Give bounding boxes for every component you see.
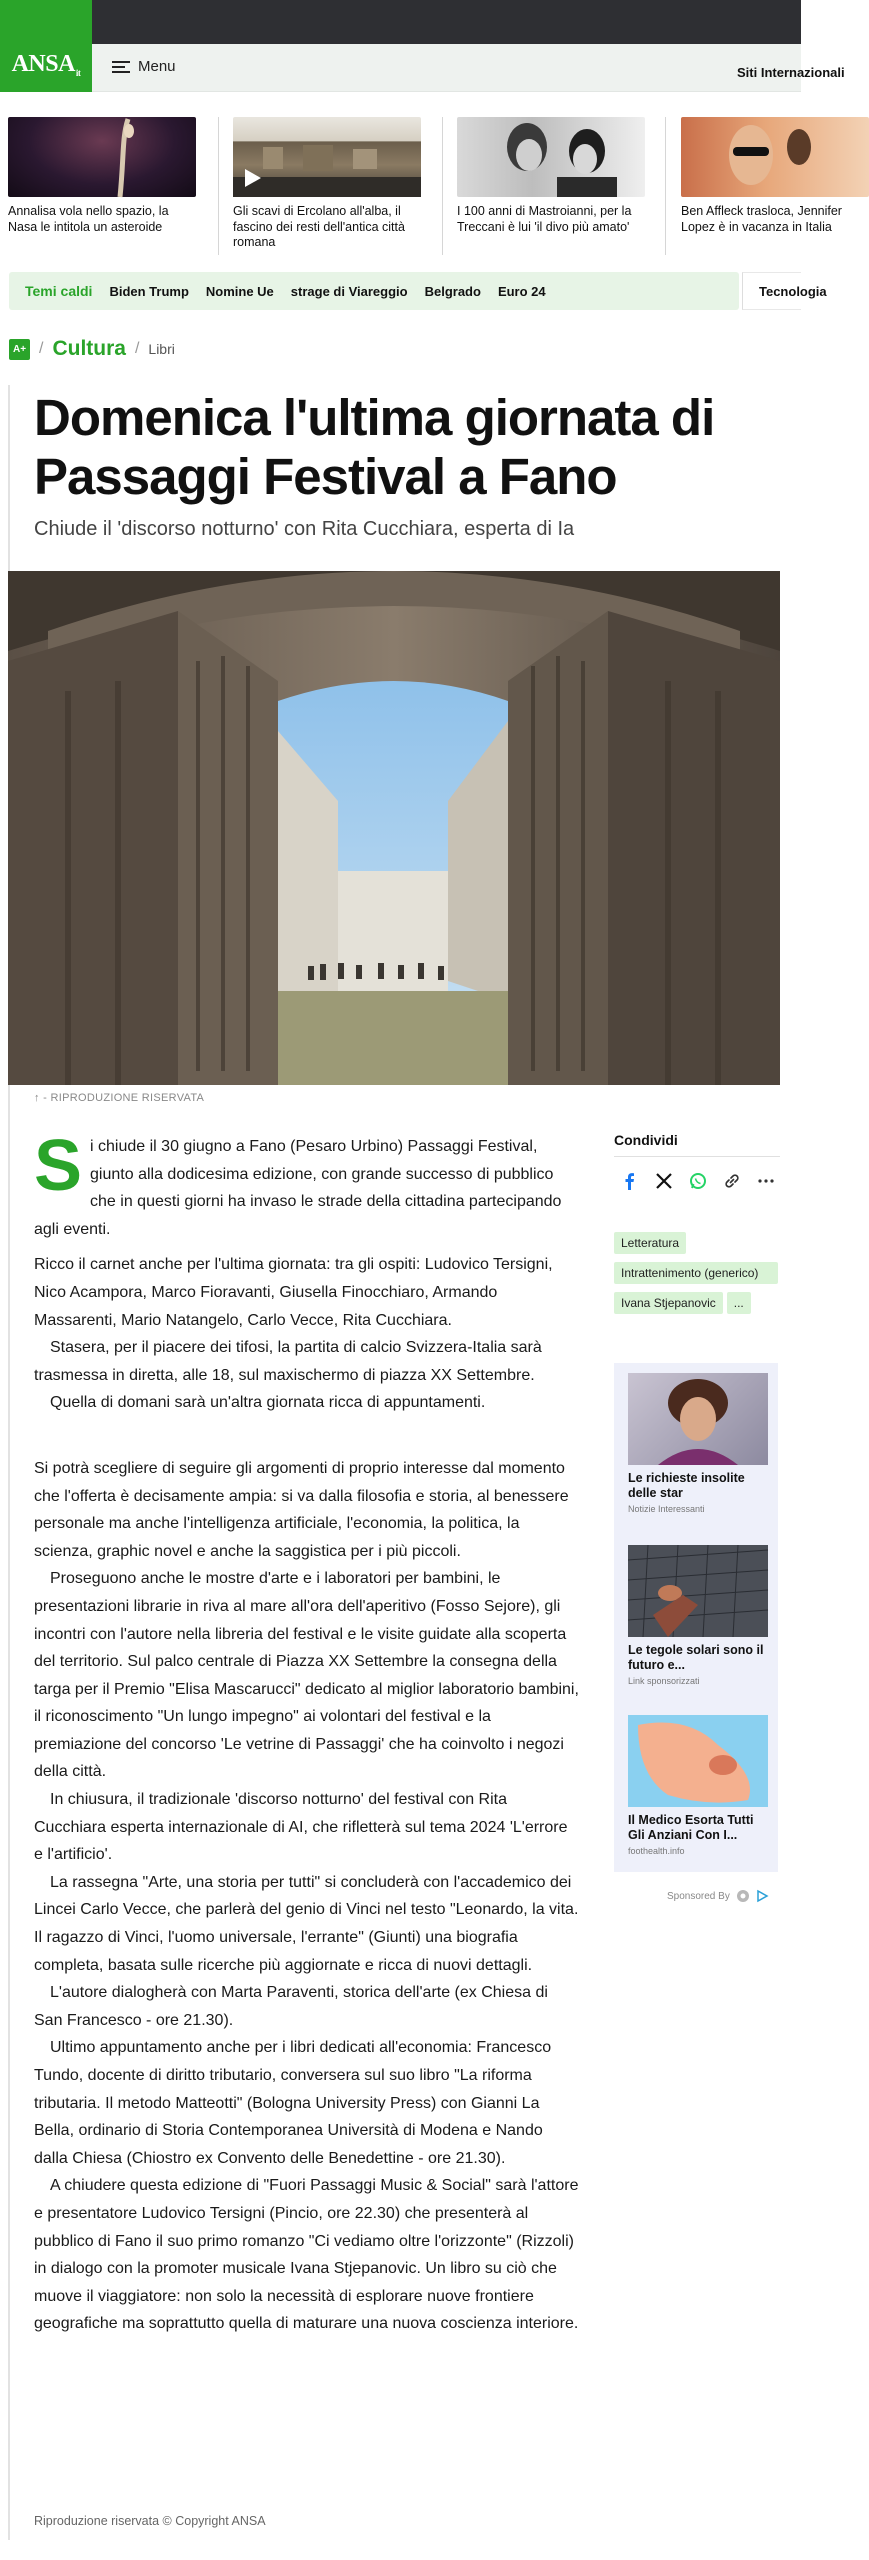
sponsored-panel [614,1363,778,1872]
tag-chip[interactable]: Letteratura [614,1232,686,1254]
sponsor-logo-icon [736,1889,750,1903]
hot-topic-link[interactable]: Belgrado [424,283,481,299]
story-thumbnail [681,117,869,197]
logo-mark: it [75,68,81,78]
logo-text: ANSA [11,51,75,77]
more-icon[interactable] [756,1171,776,1191]
article-paragraph: La rassegna "Arte, una storia per tutti" si concluderà con l'accademico dei Lincei Carlo Vecce, che parlerà del genio di Vinci nel testo "Leonardo, la vita. Il ragazzo di Vinci, l'uomo universale, l'errante" (Giunti) una biografia completa, basata sulle ricerche più aggiornate e ricca di nuovi dettagli. [34,1873,579,1974]
divider [665,117,666,255]
article-paragraph: Ricco il carnet anche per l'ultima giornata: tra gli ospiti: Ludovico Tersigni, Nico Acampora, Marco Fioravanti, Giusella Finocchiaro, Armando Massarenti, Mario Natangelo, Carlo Vecce, Rita Cucchiara. [34,1256,553,1329]
whatsapp-icon[interactable] [688,1171,708,1191]
copyright-notice: Riproduzione riservata © Copyright ANSA [34,2514,266,2528]
promo-image [628,1373,768,1465]
hot-topic-link[interactable]: Biden Trump [109,283,189,299]
article-paragraph: Proseguono anche le mostre d'arte e i laboratori per bambini, le presentazioni librarie in riva al mare all'ora dell'aperitivo (Fosso Sejore), gli incontri con l'autore nella libreria del festival e le visite guidate alla scoperta del territorio. Sul palco centrale di Piazza XX Settembre la consegna della targa per il Premio "Elisa Mascarucci" dedicato al miglior laboratorio bambini, il riconoscimento "Un lungo impegno" ai volontari del festival e la premiazione del concorso 'Le vetrine di Passaggi' che ha coinvolto i negozi della città. [34,1570,579,1781]
drop-cap: S [34,1126,83,1206]
hot-topic-link[interactable]: Tecnologia [742,272,801,310]
story-title: Gli scavi di Ercolano all'alba, il fascino dei resti dell'antica città romana [233,204,405,249]
tag-chip[interactable]: Ivana Stjepanovic [614,1292,723,1314]
story-thumbnail [233,117,421,197]
share-title: Condividi [614,1132,678,1148]
expand-icon[interactable]: ↑ [34,1092,40,1104]
breadcrumb-section[interactable]: Cultura [52,337,126,360]
spacer [34,1417,579,1455]
hot-topic-link[interactable]: Euro 24 [497,283,546,299]
top-bar [0,0,801,44]
article-paragraph: A chiudere questa edizione di "Fuori Passaggi Music & Social" sarà l'attore e presentatore Ludovico Tersigni (Pincio, ore 22.30) che presenterà al pubblico di Fano il suo primo romanzo "Ci vediamo oltre l'orizzonte" (Rizzoli) in dialogo con la promoter musicale Ivana Stjepanovic. Un libro su ciò che muove il viaggiatore: non solo la necessità di esplorare nuove frontiere geografiche ma soprattutto quella di maturare una nuova coscienza interiore. [34,2177,579,2333]
divider [614,1156,780,1157]
article-headline: Domenica l'ultima giornata di Passaggi Festival a Fano [34,389,715,505]
story-title: I 100 anni di Mastroianni, per la Treccani è lui 'il divo più amato' [457,204,632,234]
article-paragraph: Si potrà scegliere di seguire gli argomenti di proprio interesse dal momento che l'offerta è decisamente ampia: si va dalla filosofia e storia, al benessere personale ma anche l'intelligenza artificiale, l'economia, la politica, la scienza, graphic novel e anche la saggistica per i più piccoli. [34,1459,569,1560]
play-icon [241,167,263,189]
article-subheadline: Chiude il 'discorso notturno' con Rita Cucchiara, esperta di Ia [34,518,575,540]
article-paragraph: L'autore dialogherà con Marta Paraventi, storica dell'arte (ex Chiesa di San Francesco - ore 21.30). [34,1984,548,2029]
tag-more-chip[interactable]: ... [727,1292,751,1314]
accessibility-badge-icon[interactable]: A+ [9,339,30,360]
divider [442,117,443,255]
story-thumbnail [457,117,645,197]
story-title: Annalisa vola nello spazio, la Nasa le intitola un asteroide [8,204,169,234]
divider [218,117,219,255]
tag-chip[interactable]: Intrattenimento (generico) [614,1262,778,1284]
hamburger-icon [112,61,130,73]
promo-image [628,1715,768,1807]
breadcrumb [9,337,175,361]
lead-text: i chiude il 30 giugno a Fano (Pesaro Urbino) Passaggi Festival, giunto alla dodicesima edizione, con grande successo di pubblico che in questi giorni ha invaso le strade della cittadina partecipando agli eventi. [34,1138,562,1238]
breadcrumb-separator: / [134,340,140,357]
story-title: Ben Affleck trasloca, Jennifer Lopez è in vacanza in Italia [681,204,842,234]
ansa-logo[interactable] [0,0,92,92]
article-paragraph: Ultimo appuntamento anche per i libri dedicati all'economia: Francesco Tundo, docente di diritto tributario, conversera sul suo libro "La riforma tributaria. Il metodo Matteotti" (Bologna University Press) con Gianni La Bella, ordinario di Storia Contemporanea Università di Modena e Nando dalla Chiesa (Chiostro ex Convento delle Benedettine - ore 21.30). [34,2039,552,2167]
facebook-icon[interactable] [620,1171,640,1191]
nav-bar [0,44,845,92]
breadcrumb-separator: / [39,340,44,357]
article-paragraph: Quella di domani sarà un'altra giornata ricca di appuntamenti. [50,1394,486,1412]
promo-title: Le richieste insolite delle star [628,1471,745,1500]
menu-button[interactable] [112,58,176,75]
story-card[interactable] [457,117,645,235]
promo-source: foothealth.info [628,1846,685,1856]
hero-image [8,571,780,1085]
link-icon[interactable] [722,1171,742,1191]
hot-topics-label: Temi caldi [25,283,93,299]
promo-source: Notizie Interessanti [628,1504,705,1514]
sites-link[interactable]: Siti Internazionali [737,65,845,80]
promo-card[interactable] [628,1373,768,1514]
article-paragraph: In chiusura, il tradizionale 'discorso notturno' del festival con Rita Cucchiara esperta internazionale di AI, che rifletterà sul tema 2024 'L'errore e l'artificio'. [34,1791,568,1864]
image-caption [34,1092,204,1104]
hot-topic-link[interactable]: strage di Viareggio [290,283,408,299]
promo-card[interactable] [628,1545,768,1686]
story-card[interactable] [8,117,196,235]
ad-choices-icon[interactable] [756,1890,768,1902]
article-lead [34,1126,579,1243]
hot-topics-bar [9,272,739,310]
promo-source: Link sponsorizzati [628,1676,700,1686]
promo-card[interactable] [628,1715,768,1856]
menu-label: Menu [138,58,176,75]
breadcrumb-subsection[interactable]: Libri [148,341,175,357]
tag-list [614,1232,784,1322]
story-card[interactable] [233,117,421,251]
article-paragraph: Stasera, per il piacere dei tifosi, la partita di calcio Svizzera-Italia sarà trasmessa in diretta, alle 18, sul maxischermo di piazza XX Settembre. [34,1339,542,1384]
share-buttons [620,1171,776,1191]
sponsored-label: Sponsored By [667,1890,730,1902]
story-card[interactable] [681,117,869,235]
article-body [34,1126,579,2338]
image-caption-text: - RIPRODUZIONE RISERVATA [43,1092,205,1104]
promo-image [628,1545,768,1637]
story-thumbnail [8,117,196,197]
sponsored-by[interactable] [667,1889,768,1903]
hot-topic-link[interactable]: Nomine Ue [205,283,274,299]
x-icon[interactable] [654,1171,674,1191]
promo-title: Le tegole solari sono il futuro e... [628,1643,764,1672]
top-stories-strip [0,117,842,257]
promo-title: Il Medico Esorta Tutti Gli Anziani Con I... [628,1813,754,1842]
